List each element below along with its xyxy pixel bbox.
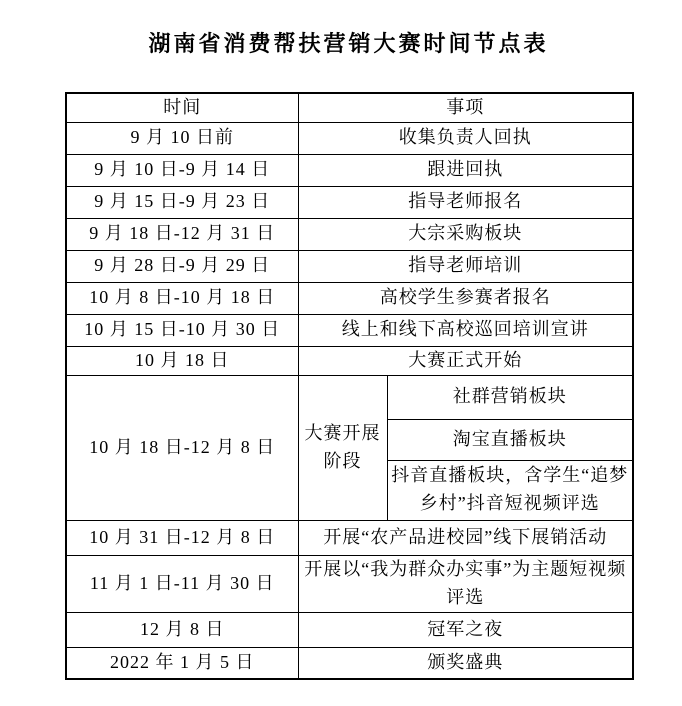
item-cell: 冠军之夜 xyxy=(298,612,633,647)
header-cell-item: 事项 xyxy=(298,93,633,122)
page-title: 湖南省消费帮扶营销大赛时间节点表 xyxy=(148,31,549,56)
time-cell: 9 月 15 日-9 月 23 日 xyxy=(66,186,298,218)
item-cell: 指导老师培训 xyxy=(298,250,633,282)
time-cell: 10 月 8 日-10 月 18 日 xyxy=(66,282,298,314)
document xyxy=(65,0,632,680)
time-cell: 2022 年 1 月 5 日 xyxy=(66,647,298,679)
time-cell: 9 月 10 日-9 月 14 日 xyxy=(66,154,298,186)
table-row xyxy=(66,218,633,250)
item-cell: 收集负责人回执 xyxy=(298,122,633,154)
item-cell: 高校学生参赛者报名 xyxy=(298,282,633,314)
table-row xyxy=(66,186,633,218)
item-cell: 开展“农产品进校园”线下展销活动 xyxy=(298,520,633,555)
time-cell: 10 月 31 日-12 月 8 日 xyxy=(66,520,298,555)
table-row xyxy=(66,154,633,186)
sub-item-cell: 抖音直播板块，含学生“追梦乡村”抖音短视频评选 xyxy=(387,460,633,520)
time-cell: 10 月 15 日-10 月 30 日 xyxy=(66,314,298,346)
sub-item-cell: 社群营销板块 xyxy=(387,375,633,419)
table-row xyxy=(66,647,633,679)
table-row-merged xyxy=(66,375,633,419)
table-row xyxy=(66,346,633,375)
table-row xyxy=(66,520,633,555)
time-cell: 12 月 8 日 xyxy=(66,612,298,647)
sub-item-cell: 淘宝直播板块 xyxy=(387,419,633,460)
item-cell: 指导老师报名 xyxy=(298,186,633,218)
stage-cell: 大赛开展阶段 xyxy=(298,375,387,520)
time-cell: 10 月 18 日-12 月 8 日 xyxy=(66,375,298,520)
time-cell: 10 月 18 日 xyxy=(66,346,298,375)
time-cell: 11 月 1 日-11 月 30 日 xyxy=(66,555,298,612)
table-row xyxy=(66,250,633,282)
table-row xyxy=(66,122,633,154)
time-cell: 9 月 10 日前 xyxy=(66,122,298,154)
time-cell: 9 月 18 日-12 月 31 日 xyxy=(66,218,298,250)
table-row xyxy=(66,612,633,647)
header-cell-time: 时间 xyxy=(66,93,298,122)
item-cell: 跟进回执 xyxy=(298,154,633,186)
table-row xyxy=(66,555,633,612)
item-cell: 开展以“我为群众办实事”为主题短视频评选 xyxy=(298,555,633,612)
table-header-row xyxy=(66,93,633,122)
item-cell: 大宗采购板块 xyxy=(298,218,633,250)
table-row xyxy=(66,282,633,314)
timeline-table xyxy=(65,92,634,680)
item-cell: 颁奖盛典 xyxy=(298,647,633,679)
item-cell: 大赛正式开始 xyxy=(298,346,633,375)
table-row xyxy=(66,314,633,346)
item-cell: 线上和线下高校巡回培训宣讲 xyxy=(298,314,633,346)
time-cell: 9 月 28 日-9 月 29 日 xyxy=(66,250,298,282)
